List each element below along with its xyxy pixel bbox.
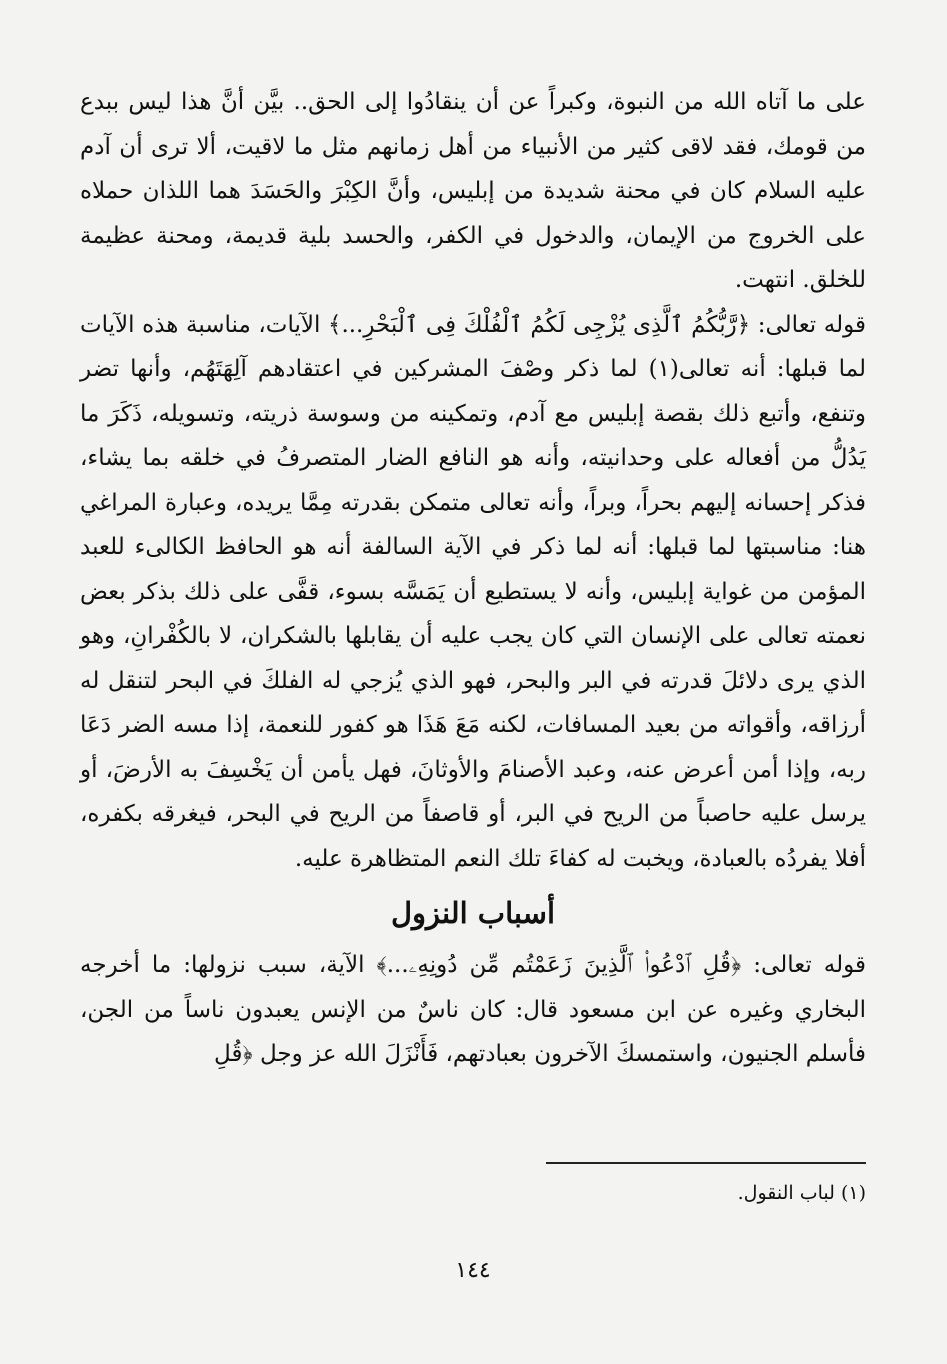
section-heading: أسباب النزول	[390, 896, 556, 930]
page-number: ١٤٤	[455, 1258, 491, 1283]
paragraph-context: قوله تعالى: ﴿رَّبُّكُمُ ٱلَّذِى يُزْجِى لَكُمُ ٱلْفُلْكَ فِى ٱلْبَحْرِ...﴾ الآيات، مناسبة هذه الآيات لما قبلها: أنه تعالى(١) لما ذكر وصْفَ المشركين في اعتقادهم آلِهَتَهُم، وأنها تضر وتنفع، وأتبع ذلك بقصة إبليس مع آدم، وتمكينه من وسوسة ذريته، وتسويله، ذَكَرَ ما يَدُلُّ من أفعاله على وحدانيته، وأنه هو النافع الضار المتصرفُ في خلقه بما يشاء، فذكر إحسانه إليهم بحراً، وبراً، وأنه تعالى متمكن بقدرته مِمَّا يريده، وعبارة المراغي هنا: مناسبتها لما قبلها: أنه لما ذكر في الآية السالفة أنه هو الحافظ الكالىء للعبد المؤمن من غواية إبليس، وأنه لا يستطيع أن يَمَسَّه بسوء، قفَّى على ذلك بذكر بعض نعمته تعالى على الإنسان التي كان يجب عليه أن يقابلها بالشكران، لا بالكُفْرانِ، وهو الذي يرى دلائلَ قدرته في البر والبحر، فهو الذي يُزجي له الفلكَ في البحر لتنقل له أرزاقه، وأقواته من بعيد المسافات، لكنه مَعَ هَذَا هو كفور للنعمة، إذا مسه الضر دَعَا ربه، وإذا أمن أعرض عنه، وعبد الأصنامَ والأوثانَ، فهل يأمن أن يَخْسِفَ به الأرضَ، أو يرسل عليه حاصباً من الريح في البر، أو قاصفاً من الريح في البحر، فيغرقه بكفره، أفلا يفردُه بالعبادة، ويخبت له كفاءَ تلك النعم المتظاهرة عليه.	[80, 311, 866, 872]
footnote: (١) لباب النقول.	[737, 1182, 866, 1204]
paragraph-revelation-cause: قوله تعالى: ﴿قُلِ ٱدْعُوا۟ ٱلَّذِينَ زَعَمْتُم مِّن دُونِهِۦ...﴾ الآية، سبب نزولها: ما أخرجه البخاري وغيره عن ابن مسعود قال: كان ناسٌ من الإنس يعبدون ناساً من الجن، فأسلم الجنيون، واستمسكَ الآخرون بعبادتهم، فَأَنْزَلَ الله عز وجل ﴿قُلِ	[80, 952, 866, 1067]
footnote-divider	[546, 1162, 866, 1164]
document-page	[80, 80, 866, 1340]
paragraph-intro: على ما آتاه الله من النبوة، وكبراً عن أن ينقادُوا إلى الحق.. بيَّن أنَّ هذا ليس ببدع من قومك، فقد لاقى كثير من الأنبياء من أهل زمانهم مثل ما لاقيت، ألا ترى أن آدم عليه السلام كان في محنة شديدة من إبليس، وأنَّ الكِبْرَ والحَسَدَ هما اللذان حملاه على الخروج من الإيمان، والدخول في الكفر، والحسد بلية قديمة، ومحنة عظيمة للخلق. انتهت.	[80, 89, 866, 293]
